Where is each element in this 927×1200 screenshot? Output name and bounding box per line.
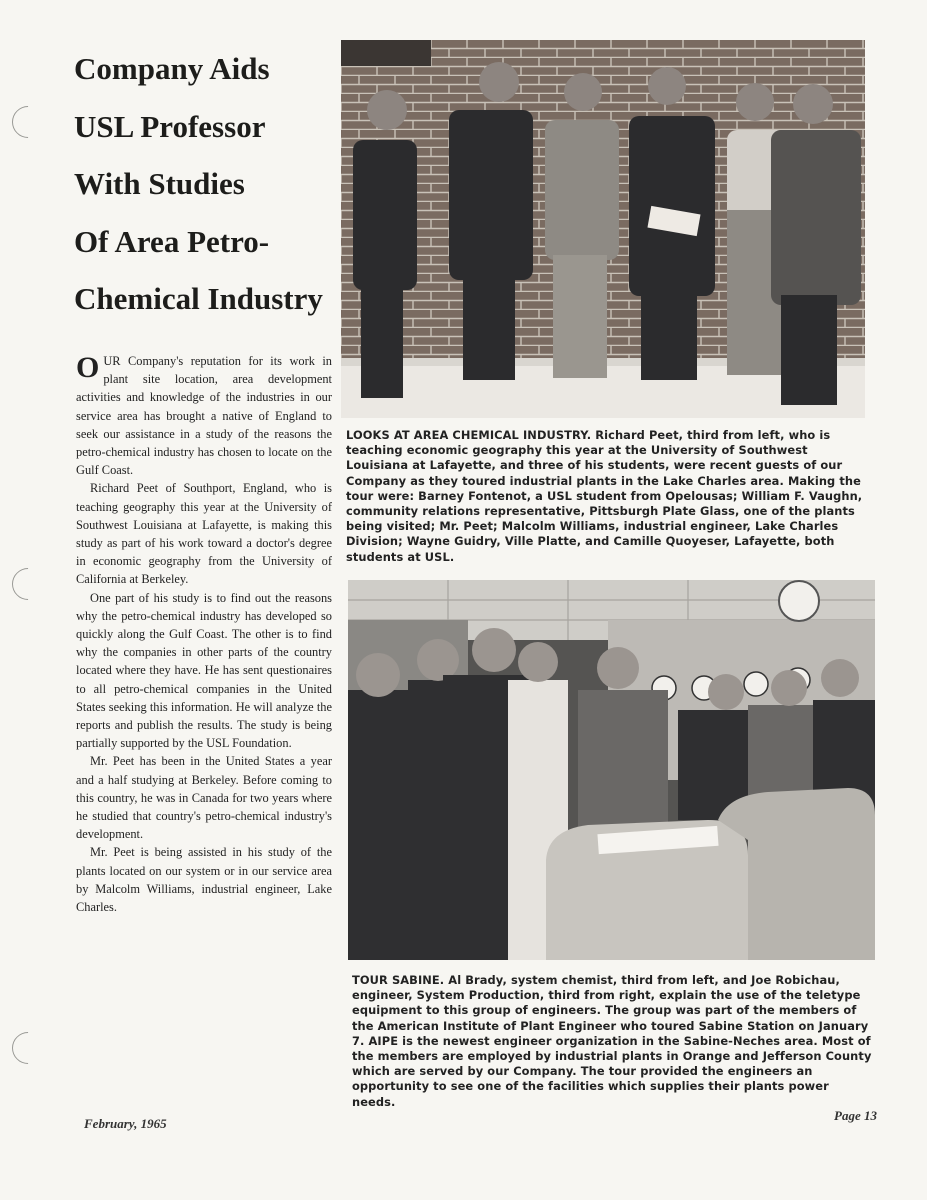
article-paragraph: One part of his study is to find out the reasons why the petro-chemical industry has developed so quickly along the Gulf Coast. The other is to find why the companies in other parts of the country located where they have. He has sent questionaires to all petro-chemical companies in the United States seeking this information. He will analyze the reports and publish the results. The study is being partially supported by the USL Foundation. (76, 590, 332, 751)
headline-line: USL Professor (74, 108, 266, 144)
photo-teletype-illustration (348, 580, 875, 960)
photo-caption: LOOKS AT AREA CHEMICAL INDUSTRY. Richard Peet, third from left, who is teaching economic geography this year at the University of Southwest Louisiana at Lafayette, and three of his students, were recent guests of our Company as they toured industrial plants in the Lake Charles area. Making the tour were: Barney Fontenot, a USL student from Opelousas; William F. Vaughn, community relations representative, Pittsburgh Plate Glass, one of the plants being visited; Mr. Peet; Malcolm Williams, industrial engineer, Lake Charles Division; Wayne Guidry, Ville Platte, and Camille Quoyeser, Lafayette, both students at USL. (346, 428, 863, 564)
issue-date: February, 1965 (84, 1116, 167, 1131)
headline-line: Company Aids (74, 51, 270, 86)
article-paragraph: Richard Peet of Southport, England, who is teaching geography this year at the University of Southwest Louisiana at Lafayette, is making this study as part of his work toward a doctor's degree in economic geography from the University of California at Berkeley. (76, 481, 332, 587)
drop-cap: O (76, 351, 100, 384)
article-paragraph (76, 352, 332, 479)
binder-hole (5, 1025, 50, 1070)
headline-line: Of Area Petro- (74, 223, 270, 259)
binder-hole (5, 99, 50, 144)
headline (74, 40, 342, 328)
photo-brick-wall-group (341, 40, 865, 418)
article-body (76, 352, 332, 916)
article-lead-text: UR Company's reputation for its work in plant site location, area development activities and knowledge of the industries in our service area has brought a native of England to seek our assistance in a study of the reasons the petro-chemical industry has chosen to locate on the Gulf Coast. (76, 354, 332, 478)
headline-line: Chemical Industry (74, 281, 323, 316)
page-number: Page 13 (834, 1108, 877, 1123)
binder-hole (5, 561, 50, 606)
photo-caption: TOUR SABINE. Al Brady, system chemist, third from left, and Joe Robichau, engineer, System Production, third from right, explain the use of the teletype equipment to this group of engineers. The group was part of the members of the American Institute of Plant Engineer who toured Sabine Station on January 7. AIPE is the newest engineer organization in the Sabine-Neches area. Most of the members are employed by industrial plants in Orange and Jefferson County which are served by our Company. The tour provided the engineers an opportunity to see one of the facilities which supplies their plants power needs. (352, 973, 872, 1109)
photo-brick-wall-illustration (341, 40, 865, 418)
headline-line: With Studies (74, 166, 245, 201)
photo-teletype-group (348, 580, 875, 960)
article-paragraph: Mr. Peet has been in the United States a year and a half studying at Berkeley. Before coming to this country, he was in Canada for two years where he studied that country's petro-chemical industry's development. (76, 754, 332, 842)
article-paragraph: Mr. Peet is being assisted in his study of the plants located on our system or in our service area by Malcolm Williams, industrial engineer, Lake Charles. (76, 845, 332, 915)
